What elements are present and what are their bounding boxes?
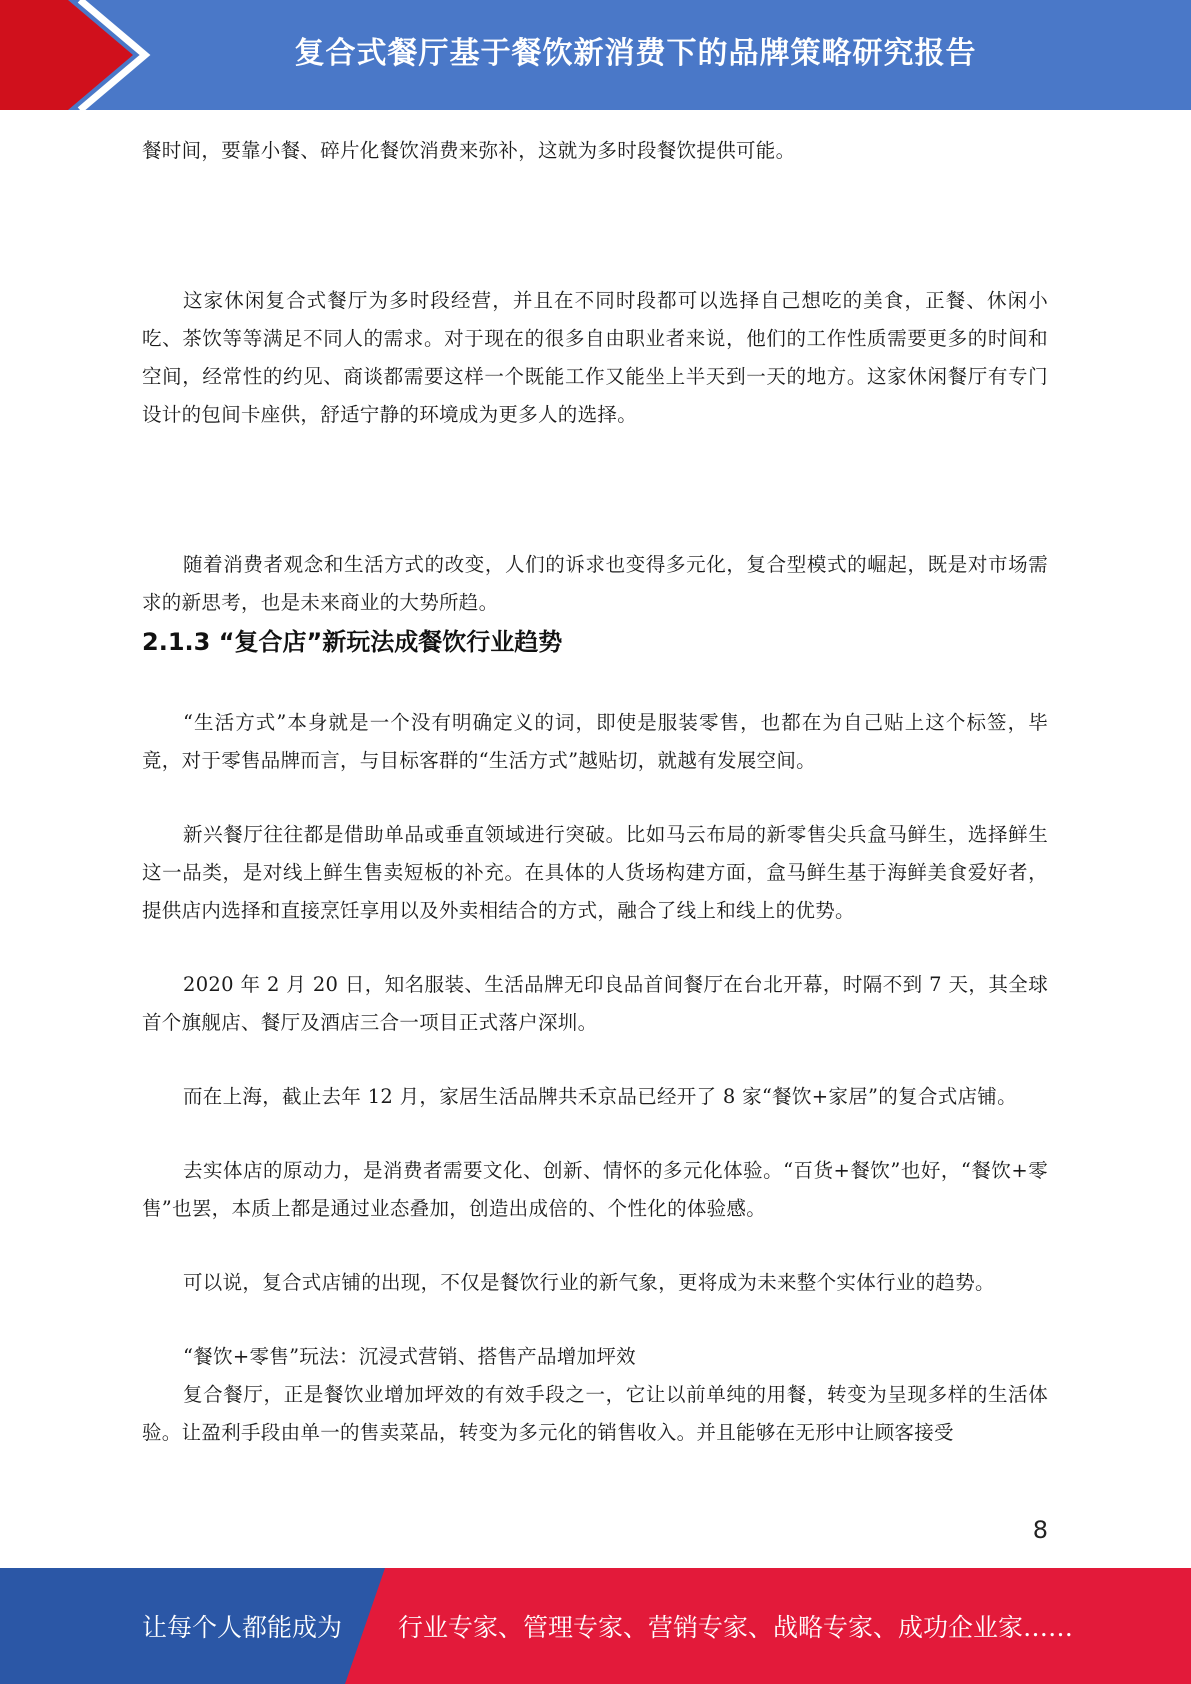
footer-slogan-left: 让每个人都能成为 xyxy=(142,1613,343,1642)
subheading-paragraph: “餐饮+零售”玩法：沉浸式营销、搭售产品增加坪效 xyxy=(183,1345,636,1368)
footer-slogan-right: 行业专家、管理专家、营销专家、战略专家、成功企业家…… xyxy=(398,1613,1074,1642)
paragraph: 2020 年 2 月 20 日，知名服装、生活品牌无印良品首间餐厅在台北开幕，时隔不到 7 天，其全球首个旗舰店、餐厅及酒店三合一项目正式落户深圳。 xyxy=(142,973,1048,1034)
paragraph: 餐时间，要靠小餐、碎片化餐饮消费来弥补，这就为多时段餐饮提供可能。 xyxy=(142,139,796,162)
section-heading: 2.1.3 “复合店”新玩法成餐饮行业趋势 xyxy=(142,628,563,656)
footer-banner xyxy=(0,1568,1191,1684)
paragraph: 复合餐厅，正是餐饮业增加坪效的有效手段之一，它让以前单纯的用餐，转变为呈现多样的生活体验。让盈利手段由单一的售卖菜品，转变为多元化的销售收入。并且能够在无形中让顾客接受 xyxy=(142,1383,1048,1444)
paragraph: 新兴餐厅往往都是借助单品或垂直领域进行突破。比如马云布局的新零售尖兵盒马鲜生，选择鲜生这一品类，是对线上鲜生售卖短板的补充。在具体的人货场构建方面，盒马鲜生基于海鲜美食爱好者，提供店内选择和直接烹饪享用以及外卖相结合的方式，融合了线上和线上的优势。 xyxy=(142,823,1048,922)
paragraph: 而在上海，截止去年 12 月，家居生活品牌共禾京品已经开了 8 家“餐饮+家居”的复合式店铺。 xyxy=(183,1085,1017,1108)
page-number: 8 xyxy=(1032,1516,1048,1544)
page-content xyxy=(142,132,1048,1452)
paragraph: 随着消费者观念和生活方式的改变，人们的诉求也变得多元化，复合型模式的崛起，既是对市场需求的新思考，也是未来商业的大势所趋。 xyxy=(142,553,1048,614)
paragraph: 去实体店的原动力，是消费者需要文化、创新、情怀的多元化体验。“百货+餐饮”也好，“餐饮+零售”也罢，本质上都是通过业态叠加，创造出成倍的、个性化的体验感。 xyxy=(142,1159,1048,1220)
header-bar xyxy=(0,0,1191,110)
paragraph: 可以说，复合式店铺的出现，不仅是餐饮行业的新气象，更将成为未来整个实体行业的趋势。 xyxy=(183,1271,995,1294)
report-title: 复合式餐厅基于餐饮新消费下的品牌策略研究报告 xyxy=(294,36,977,71)
paragraph: “生活方式”本身就是一个没有明确定义的词，即使是服装零售，也都在为自己贴上这个标签，毕竟，对于零售品牌而言，与目标客群的“生活方式”越贴切，就越有发展空间。 xyxy=(142,711,1048,772)
paragraph: 这家休闲复合式餐厅为多时段经营，并且在不同时段都可以选择自己想吃的美食，正餐、休闲小吃、茶饮等等满足不同人的需求。对于现在的很多自由职业者来说，他们的工作性质需要更多的时间和空间，经常性的约见、商谈都需要这样一个既能工作又能坐上半天到一天的地方。这家休闲餐厅有专门设计的包间卡座供，舒适宁静的环境成为更多人的选择。 xyxy=(142,289,1048,426)
